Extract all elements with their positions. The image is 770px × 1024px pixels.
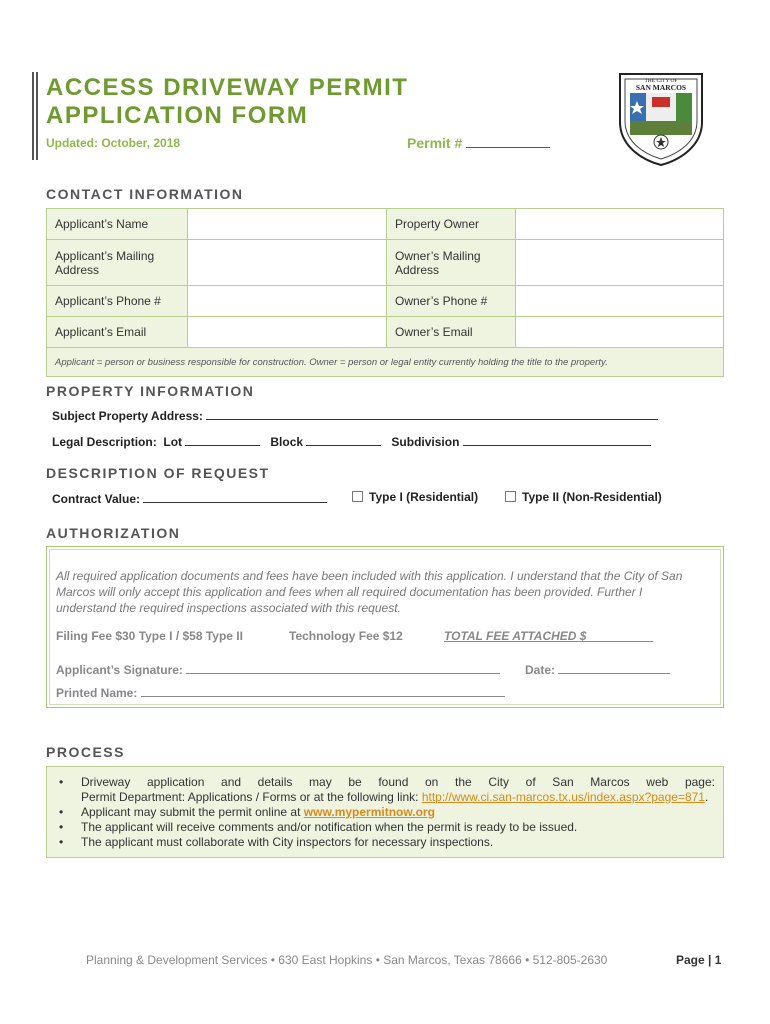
applicant-mailing-address-input[interactable] (188, 240, 387, 286)
applicant-signature-label: Applicant’s Signature: (56, 663, 183, 677)
date-label: Date: (525, 663, 556, 677)
printed-name-label: Printed Name: (56, 686, 138, 700)
applicant-mailing-address-label: Applicant’s Mailing Address (47, 240, 188, 286)
date-field[interactable] (525, 661, 670, 677)
type-residential-checkbox[interactable] (352, 491, 363, 502)
printed-name-line[interactable] (141, 684, 505, 697)
list-item (59, 775, 715, 805)
permit-number-line (466, 134, 550, 148)
owner-mailing-address-input[interactable] (516, 240, 724, 286)
applicant-phone-label: Applicant’s Phone # (47, 286, 188, 317)
title-accent-bar (32, 72, 38, 160)
subject-property-address-line[interactable] (206, 407, 658, 420)
bullet-icon: • (59, 835, 64, 849)
process-item2-text: Applicant may submit the permit online at (81, 805, 301, 819)
applicant-signature-field[interactable] (56, 661, 500, 677)
bullet-icon: • (59, 805, 64, 819)
process-item1-continuation: Permit Department: Applications / Forms or at the following link: http://www.ci.san-marcos.tx.us/index.aspx?page=871. (81, 790, 709, 804)
date-line[interactable] (558, 661, 670, 674)
applicant-email-label: Applicant’s Email (47, 317, 188, 348)
page-title-line2: APPLICATION FORM (46, 102, 309, 129)
authorization-box (46, 546, 724, 708)
permit-number-label: Permit # (407, 135, 463, 151)
list-item (59, 835, 715, 850)
process-list (59, 775, 715, 850)
process-item1-text: Driveway application and details may be found on the City of San Marcos web page: (81, 775, 715, 789)
authorization-heading: AUTHORIZATION (46, 525, 181, 541)
subject-property-address-label: Subject Property Address: (52, 409, 203, 423)
contact-definition-note: Applicant = person or business responsible for construction. Owner = person or legal entity currently holding the title to the property. (47, 348, 724, 377)
table-row (47, 348, 724, 377)
owner-phone-input[interactable] (516, 286, 724, 317)
list-item (59, 805, 715, 820)
authorization-statement: All required application documents and fees have been included with this application. I understand that the City of San Marcos will only accept this application and fees when all required documentation has been provided. Further I understand the required inspections associated with this request. (56, 569, 683, 615)
footer-contact-line: Planning & Development Services • 630 East Hopkins • San Marcos, Texas 78666 • 512-805-2630 (86, 953, 608, 967)
contract-value-field[interactable] (52, 490, 327, 506)
owner-email-input[interactable] (516, 317, 724, 348)
process-item3-text: The applicant will receive comments and/or notification when the permit is ready to be issued. (81, 820, 578, 834)
process-item1-cont-text: Permit Department: Applications / Forms or at the following link: (81, 790, 419, 804)
filing-fee-text: Filing Fee $30 Type I / $58 Type II (56, 629, 243, 643)
list-item (59, 820, 715, 835)
type-residential-label: Type I (Residential) (369, 490, 479, 504)
legal-description-label: Legal Description: (52, 435, 157, 449)
permit-number-field[interactable] (407, 134, 550, 151)
page-title-line1: ACCESS DRIVEWAY PERMIT (46, 74, 409, 101)
type-non-residential-label: Type II (Non-Residential) (522, 490, 662, 504)
lot-line[interactable] (185, 433, 260, 446)
seal-text-top: THE CITY OF (644, 78, 678, 84)
property-owner-input[interactable] (516, 209, 724, 240)
type-non-residential-checkbox[interactable] (505, 491, 516, 502)
authorization-inner (49, 549, 721, 705)
table-row (47, 209, 724, 240)
type-residential-option[interactable] (352, 490, 478, 504)
bullet-icon: • (59, 775, 64, 789)
process-heading: PROCESS (46, 744, 125, 760)
page-number: Page | 1 (676, 953, 722, 967)
subdivision-label: Subdivision (391, 435, 460, 449)
total-fee-attached-text[interactable]: TOTAL FEE ATTACHED $__________ (444, 629, 654, 643)
applicant-name-label: Applicant’s Name (47, 209, 188, 240)
contact-information-heading: CONTACT INFORMATION (46, 186, 244, 202)
owner-email-label: Owner’s Email (387, 317, 516, 348)
printed-name-field[interactable] (56, 684, 505, 700)
process-box (46, 766, 724, 858)
city-seal-icon (616, 70, 706, 166)
table-row (47, 317, 724, 348)
applicant-email-input[interactable] (188, 317, 387, 348)
property-owner-label: Property Owner (387, 209, 516, 240)
owner-mailing-address-label: Owner’s Mailing Address (387, 240, 516, 286)
subject-property-address-field[interactable] (52, 407, 658, 423)
bullet-icon: • (59, 820, 64, 834)
applicant-phone-input[interactable] (188, 286, 387, 317)
property-information-heading: PROPERTY INFORMATION (46, 383, 255, 399)
seal-text-main: SAN MARCOS (635, 83, 687, 92)
owner-phone-label: Owner’s Phone # (387, 286, 516, 317)
contact-information-table (46, 208, 724, 377)
block-label: Block (270, 435, 304, 449)
table-row (47, 240, 724, 286)
technology-fee-text: Technology Fee $12 (289, 629, 403, 643)
subdivision-line[interactable] (463, 433, 651, 446)
applicant-name-input[interactable] (188, 209, 387, 240)
block-line[interactable] (306, 433, 381, 446)
type-non-residential-option[interactable] (505, 490, 662, 504)
lot-label: Lot (163, 435, 183, 449)
legal-description-field (52, 433, 651, 449)
updated-date: Updated: October, 2018 (46, 136, 181, 150)
table-row (47, 286, 724, 317)
process-item4-text: The applicant must collaborate with City inspectors for necessary inspections. (81, 835, 494, 849)
description-of-request-heading: DESCRIPTION OF REQUEST (46, 465, 270, 481)
san-marcos-forms-link[interactable]: http://www.ci.san-marcos.tx.us/index.aspx?page=871 (421, 790, 705, 804)
contract-value-label: Contract Value: (52, 492, 141, 506)
contract-value-line[interactable] (143, 490, 327, 503)
applicant-signature-line[interactable] (186, 661, 500, 674)
mypermitnow-link[interactable]: www.mypermitnow.org (303, 805, 435, 819)
